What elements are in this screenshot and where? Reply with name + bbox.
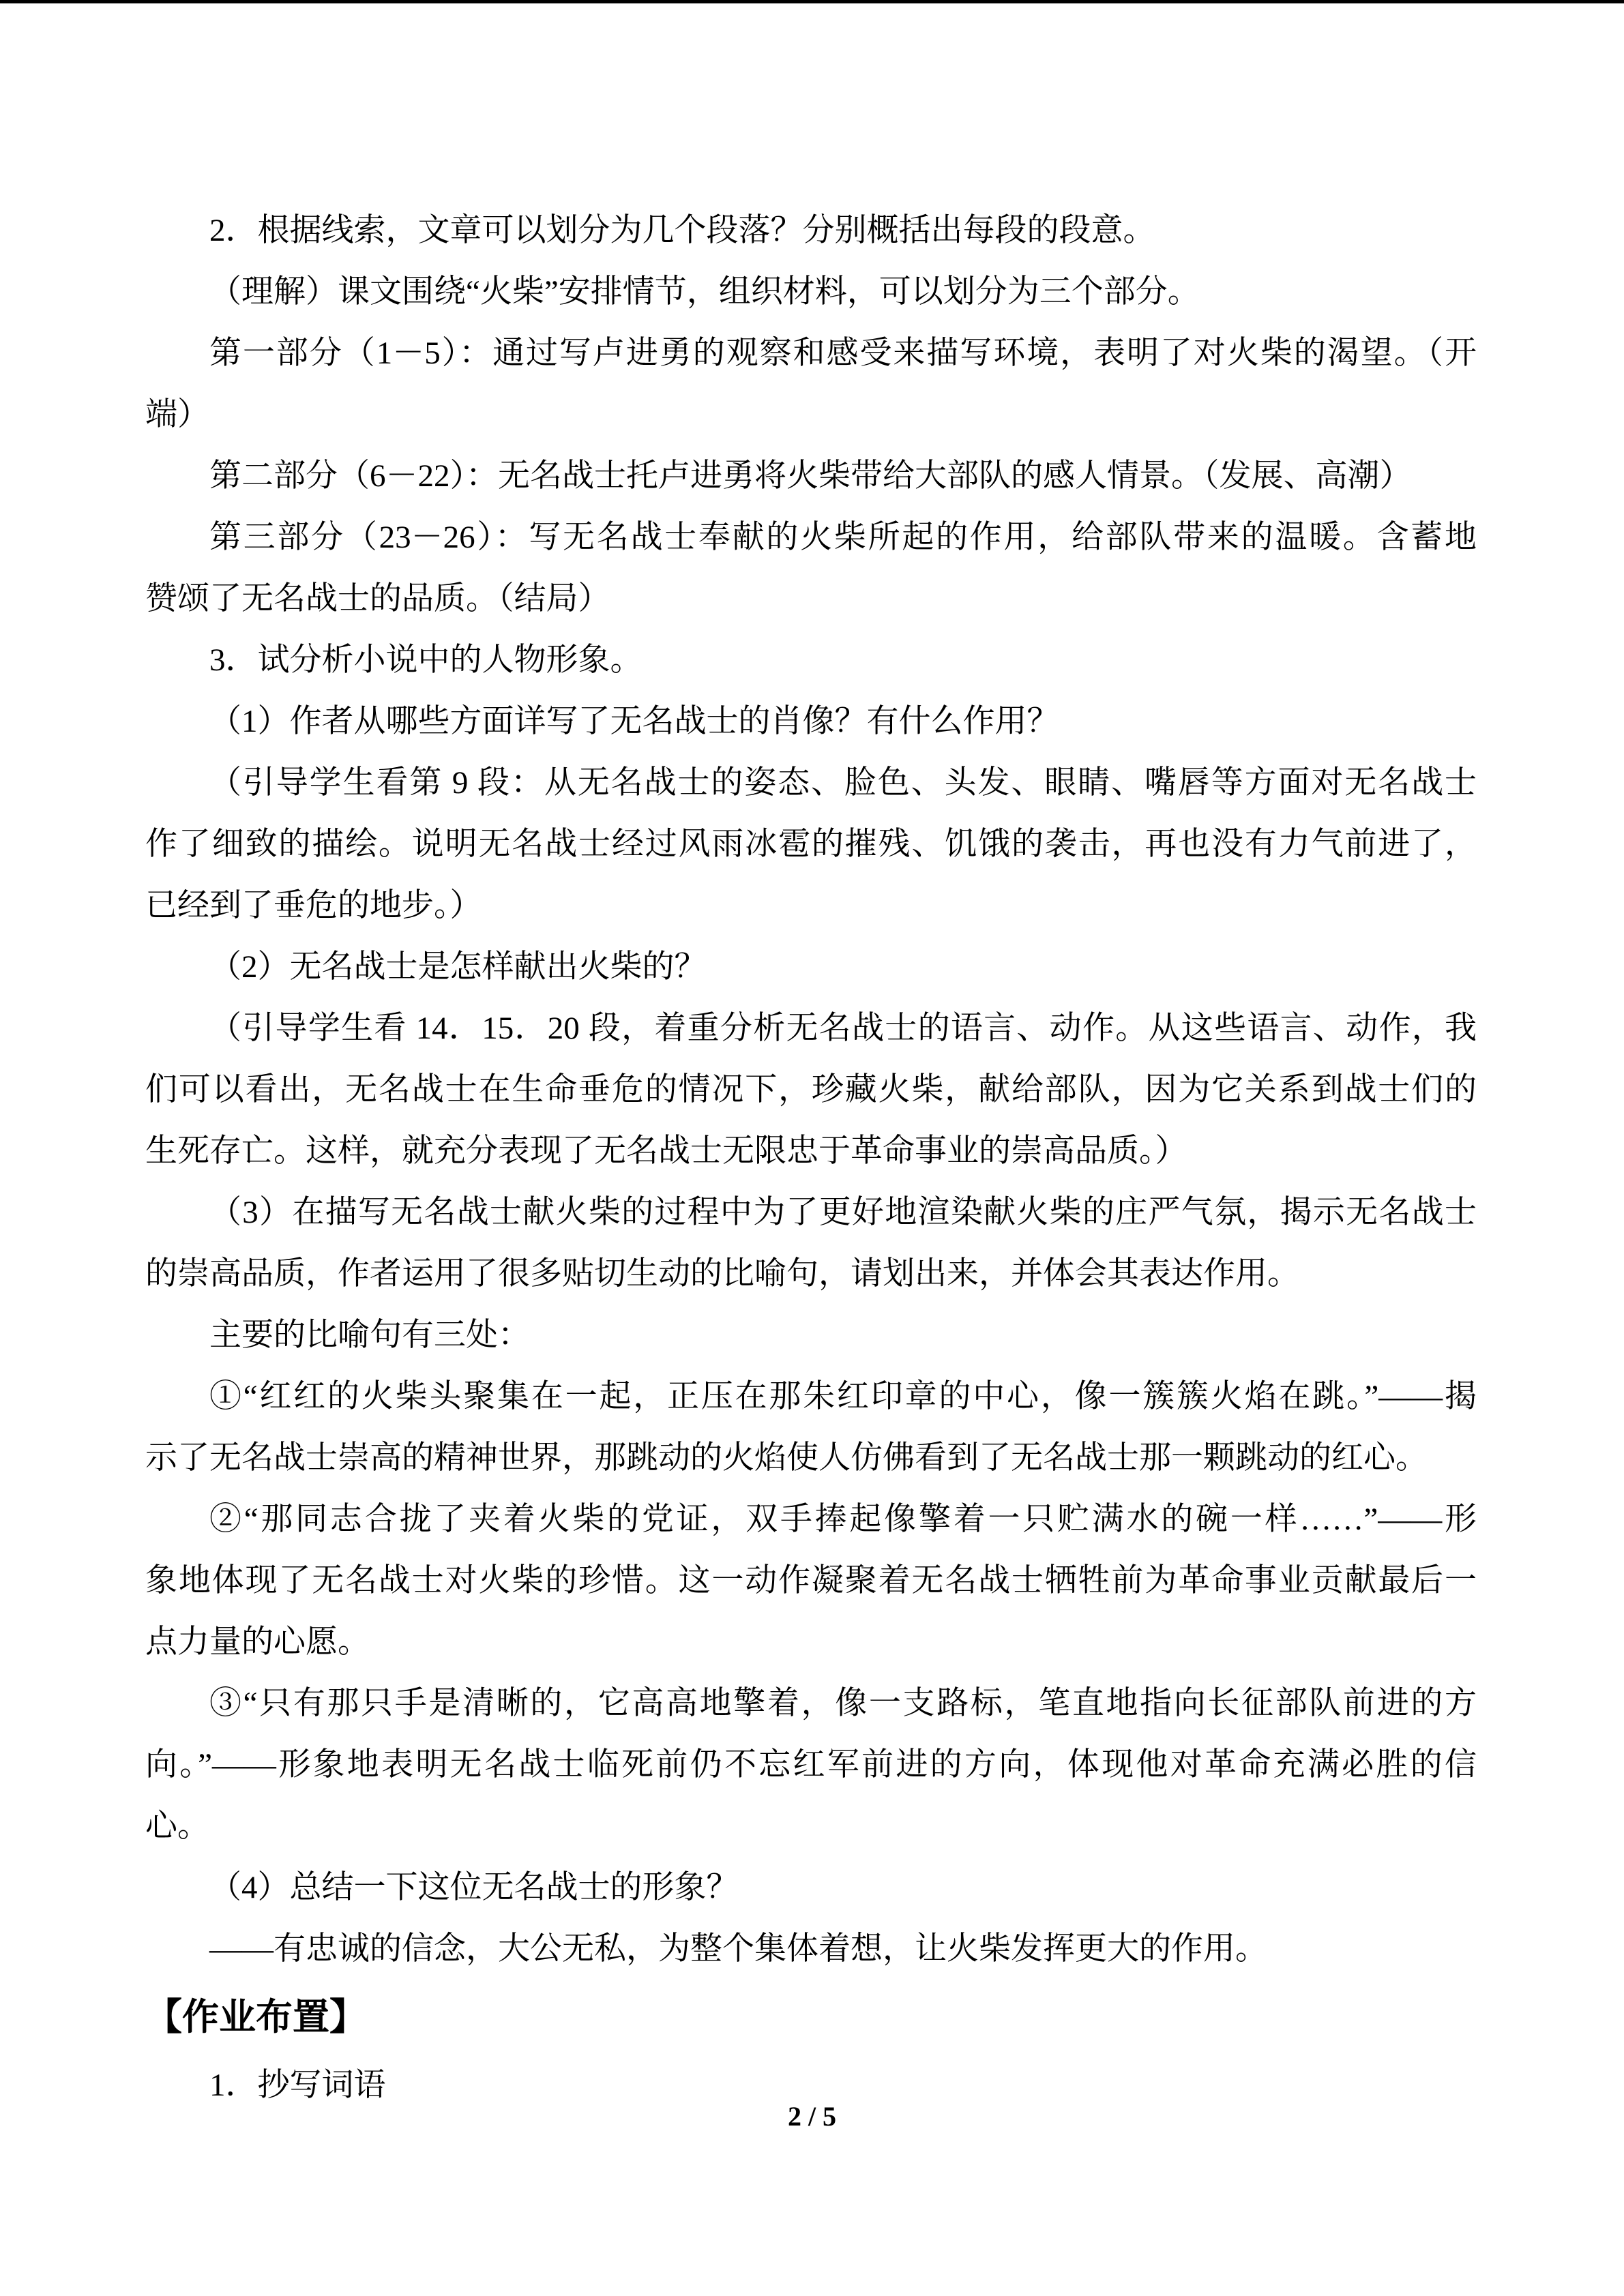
text-line: ——有忠诚的信念，大公无私，为整个集体着想，让火柴发挥更大的作用。 — [209, 1931, 1267, 1967]
text-line: （4）总结一下这位无名战士的形象？ — [209, 1870, 739, 1905]
text-line: 第三部分（23－26）：写无名战士奉献的火柴所起的作用，给部队带来的温暖。含蓄地 — [209, 520, 1477, 555]
text-line: ①“红红的火柴头聚集在一起，正压在那朱红印章的中心，像一簇簇火焰在跳。”——揭 — [209, 1379, 1477, 1414]
text-line: 赞颂了无名战士的品质。（结局） — [145, 581, 610, 616]
text-line: （引导学生看 14．15．20 段，着重分析无名战士的语言、动作。从这些语言、动作，我 — [209, 1011, 1477, 1046]
page-number: 2 / 5 — [787, 2101, 837, 2132]
text-line: 示了无名战士崇高的精神世界，那跳动的火焰使人仿佛看到了无名战士那一颗跳动的红心。 — [145, 1440, 1428, 1476]
section-heading: 【作业布置】 — [145, 1997, 366, 2038]
text-line: 们可以看出，无名战士在生命垂危的情况下，珍藏火柴，献给部队，因为它关系到战士们的 — [145, 1072, 1477, 1107]
text-line: （引导学生看第 9 段：从无名战士的姿态、脸色、头发、眼睛、嘴唇等方面对无名战士 — [209, 765, 1477, 801]
text-line: （理解）课文围绕“火柴”安排情节，组织材料，可以划分为三个部分。 — [209, 274, 1200, 310]
text-line: （2）无名战士是怎样献出火柴的？ — [209, 949, 707, 985]
text-line: 心。 — [145, 1808, 209, 1844]
text-line: 3．试分析小说中的人物形象。 — [209, 642, 643, 678]
text-line: （1）作者从哪些方面详写了无名战士的肖像？有什么作用？ — [209, 704, 1059, 739]
text-line: 第二部分（6－22）：无名战士托卢进勇将火柴带给大部队的感人情景。（发展、高潮） — [209, 458, 1412, 494]
text-line: 1．抄写词语 — [209, 2068, 386, 2103]
text-line: 第一部分（1－5）：通过写卢进勇的观察和感受来描写环境，表明了对火柴的渴望。（开 — [209, 336, 1477, 371]
text-line: 点力量的心愿。 — [145, 1624, 370, 1660]
text-line: 生死存亡。这样，就充分表现了无名战士无限忠于革命事业的崇高品质。） — [145, 1133, 1187, 1169]
text-line: 端） — [145, 397, 209, 432]
text-line: ③“只有那只手是清晰的，它高高地擎着，像一支路标，笔直地指向长征部队前进的方 — [209, 1686, 1477, 1721]
text-line: 的崇高品质，作者运用了很多贴切生动的比喻句，请划出来，并体会其表达作用。 — [145, 1256, 1299, 1292]
text-line: 2．根据线索，文章可以划分为几个段落？分别概括出每段的段意。 — [209, 213, 1155, 248]
text-line: （3）在描写无名战士献火柴的过程中为了更好地渲染献火柴的庄严气氛，揭示无名战士 — [209, 1195, 1477, 1230]
text-line: 主要的比喻句有三处： — [209, 1317, 530, 1353]
document-body — [145, 200, 1477, 2116]
text-line: 象地体现了无名战士对火柴的珍惜。这一动作凝聚着无名战士牺牲前为革命事业贡献最后一 — [145, 1563, 1477, 1598]
text-line: ②“那同志合拢了夹着火柴的党证，双手捧起像擎着一只贮满水的碗一样……”——形 — [209, 1502, 1477, 1537]
text-line: 向。”——形象地表明无名战士临死前仍不忘红军前进的方向，体现他对革命充满必胜的信 — [145, 1747, 1477, 1783]
window-top-edge — [0, 0, 1624, 3]
text-line: 作了细致的描绘。说明无名战士经过风雨冰雹的摧残、饥饿的袭击，再也没有力气前进了， — [145, 826, 1477, 862]
text-line: 已经到了垂危的地步。） — [145, 888, 482, 923]
